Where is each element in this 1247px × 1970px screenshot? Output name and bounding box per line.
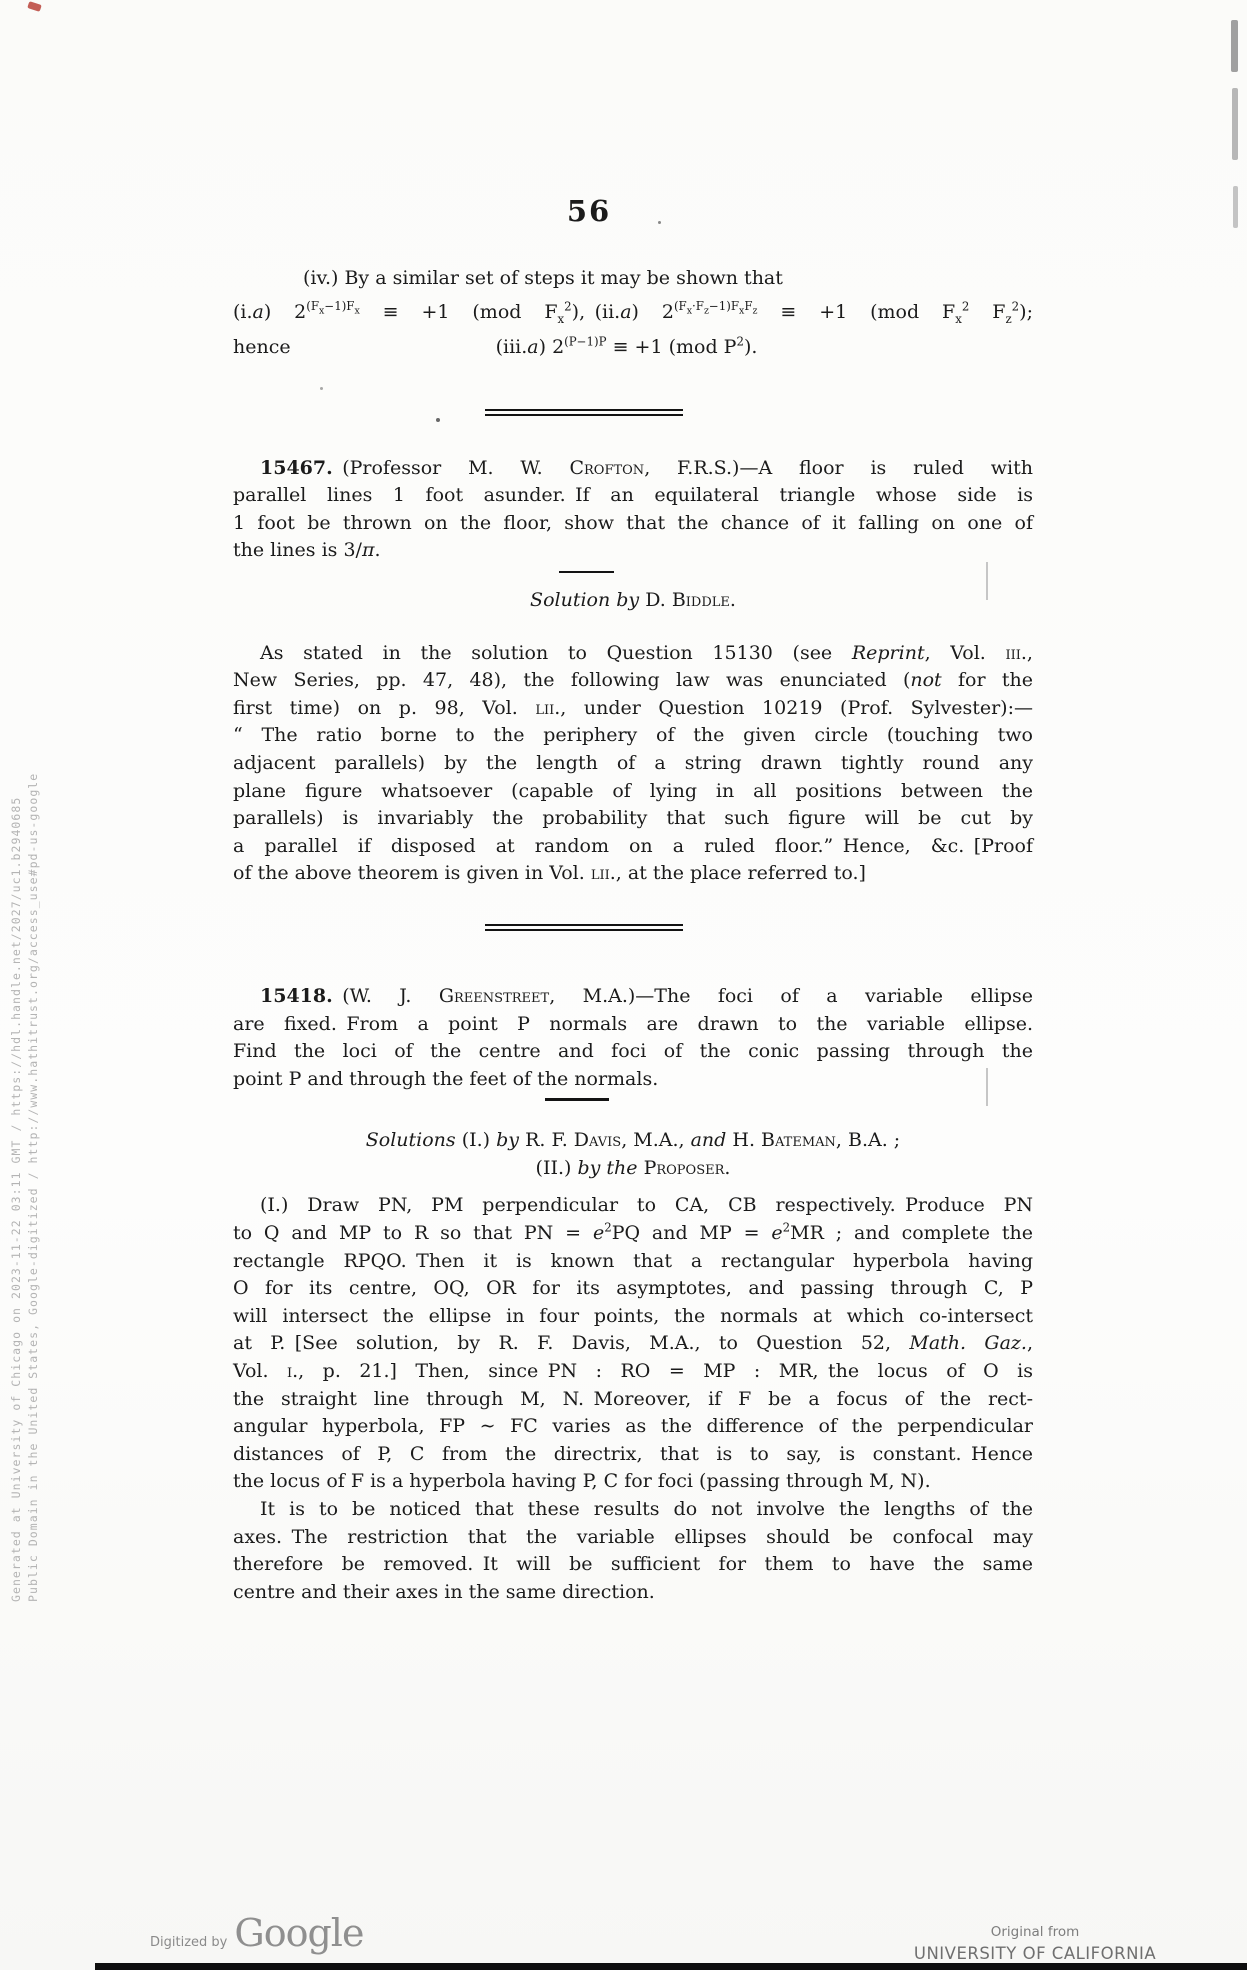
question-15418-body bbox=[233, 983, 1033, 1093]
original-from-label: Original from bbox=[990, 1924, 1080, 1940]
question-15467-body bbox=[233, 455, 1033, 565]
solution-body-15418-para1 bbox=[233, 1192, 1033, 1496]
text-line: point P and through the feet of the normals. bbox=[233, 1067, 659, 1090]
text-line: are fixed. From a point P normals are drawn to the variable ellipse. bbox=[233, 1012, 1033, 1035]
text-line: Find the loci of the centre and foci of the conic passing through the bbox=[233, 1040, 1033, 1063]
scan-artifact bbox=[1233, 186, 1238, 228]
solutions-attribution-15418-line1: Solutions (I.) by R. F. Davis, M.A., and H. Bateman, B.A. ; bbox=[365, 1129, 901, 1152]
text-line: will intersect the ellipse in four points, the normals at which co-intersect bbox=[233, 1304, 1033, 1327]
question-divider bbox=[559, 571, 614, 573]
solution-body-15467 bbox=[233, 640, 1033, 888]
text-line: O for its centre, OQ, OR for its asymptotes, and passing through C, P bbox=[233, 1277, 1033, 1300]
margin-mark bbox=[986, 1068, 988, 1106]
solution-body-15418-para2 bbox=[233, 1496, 1033, 1606]
text-line: Vol. i., p. 21.] Then, since PN : RO = MP : MR, the locus of O is bbox=[233, 1360, 1034, 1383]
intro-step-line bbox=[233, 265, 1033, 293]
text-line: angular hyperbola, FP ∼ FC varies as the difference of the perpendicular bbox=[233, 1415, 1033, 1438]
text-line: at P. [See solution, by R. F. Davis, M.A., to Question 52, Math. Gaz., bbox=[233, 1332, 1034, 1355]
hathitrust-watermark bbox=[8, 762, 42, 1602]
section-divider bbox=[485, 409, 683, 416]
text-line: a parallel if disposed at random on a ruled floor.” Hence, &c. [Proof bbox=[233, 834, 1033, 857]
text-line: “ The ratio borne to the periphery of the given circle (touching two bbox=[233, 724, 1033, 747]
text-line: centre and their axes in the same direction. bbox=[233, 1580, 655, 1603]
text-line: of the above theorem is given in Vol. lii., at the place referred to.] bbox=[233, 862, 866, 885]
solution-attribution-15467: Solution by D. Biddle. bbox=[530, 588, 736, 611]
text-line: adjacent parallels) by the length of a string drawn tightly round any bbox=[233, 751, 1033, 774]
ink-speck bbox=[658, 221, 661, 224]
text-line: (iv.) By a similar set of steps it may be shown that bbox=[303, 267, 783, 289]
text-column bbox=[233, 0, 1033, 1606]
scan-edge-bar bbox=[95, 1963, 1247, 1970]
text-line: axes. The restriction that the variable ellipses should be confocal may bbox=[233, 1525, 1033, 1548]
text-line: plane figure whatsoever (capable of lying in all positions between the bbox=[233, 779, 1033, 802]
text-line: As stated in the solution to Question 15130 (see Reprint, Vol. iii., bbox=[260, 641, 1033, 664]
text-line: to Q and MP to R so that PN = $e^2PQ$ and MP = $e^2MR$ ; and complete the bbox=[233, 1220, 1034, 1245]
ink-speck bbox=[320, 387, 323, 390]
scan-artifact bbox=[1231, 20, 1238, 72]
text-line: the lines is 3/π. bbox=[233, 539, 381, 562]
university-label: UNIVERSITY OF CALIFORNIA bbox=[913, 1944, 1157, 1963]
section-divider bbox=[485, 924, 683, 931]
google-logo: Google bbox=[234, 1911, 364, 1955]
text-line: (I.) Draw PN, PM perpendicular to CA, CB respectively. Produce PN bbox=[260, 1194, 1033, 1217]
text-line: the straight line through M, N. Moreover, if F be a focus of the rect- bbox=[233, 1387, 1033, 1410]
text-line: 1 foot be thrown on the floor, show that the chance of it falling on one of bbox=[233, 511, 1033, 534]
margin-mark bbox=[986, 562, 988, 600]
text-line: (i.a) $2^{(F_x-1)F_x} \equiv +1$ (mod $F_x^2$), (ii.a) $2^{(F_x\cdot F_z-1)F_xF_z} \equiv +1$ (mod $F_x^2$ $F_z^2$); bbox=[233, 299, 1033, 326]
digitized-by-label: Digitized by bbox=[150, 1935, 228, 1950]
text-line: 15418. (W. J. Greenstreet, M.A.)—The foci of a variable ellipse bbox=[260, 984, 1034, 1007]
text-line: distances of P, C from the directrix, that is to say, is constant. Hence bbox=[233, 1442, 1033, 1465]
watermark-line-1: Generated at University of Chicago on 2023-11-22 03:11 GMT / https://hdl.handle.net/2027/uc1.b2940685 bbox=[9, 796, 23, 1602]
intro-formula-line bbox=[233, 296, 1033, 329]
text-line: New Series, pp. 47, 48), the following law was enunciated (not for the bbox=[233, 669, 1033, 692]
scan-artifact bbox=[1232, 88, 1238, 160]
text-line: parallel lines 1 foot asunder. If an equilateral triangle whose side is bbox=[233, 484, 1033, 507]
watermark-line-2: Public Domain in the United States, Google-digitized / http://www.hathitrust.org/access_use#pd-us-google bbox=[26, 772, 40, 1602]
text-line: 15467. (Professor M. W. Crofton, F.R.S.)—A floor is ruled with bbox=[260, 456, 1033, 479]
intro-hence-line bbox=[233, 331, 1033, 364]
text-line: first time) on p. 98, Vol. lii., under Question 10219 (Prof. Sylvester):— bbox=[233, 696, 1033, 719]
page-number: 56 bbox=[566, 194, 612, 228]
text-line: hence (iii.a) $2^{(P-1)P} \equiv +1$ (mod $P^2$). bbox=[233, 334, 758, 358]
text-line: parallels) is invariably the probability that such figure will be cut by bbox=[233, 807, 1033, 830]
solutions-attribution-15418-line2: (II.) by the Proposer. bbox=[535, 1156, 731, 1179]
text-line: It is to be noticed that these results do not involve the lengths of the bbox=[260, 1498, 1033, 1520]
text-line: the locus of F is a hyperbola having P, C for foci (passing through M, N). bbox=[233, 1470, 931, 1493]
question-divider bbox=[545, 1098, 609, 1101]
scan-artifact-red bbox=[27, 1, 42, 12]
digitized-by-google bbox=[150, 1912, 363, 1954]
ink-speck bbox=[436, 418, 440, 422]
original-from-block bbox=[905, 1922, 1165, 1966]
text-line: rectangle RPQO. Then it is known that a rectangular hyperbola having bbox=[233, 1249, 1033, 1272]
text-line: therefore be removed. It will be sufficient for them to have the same bbox=[233, 1553, 1033, 1576]
